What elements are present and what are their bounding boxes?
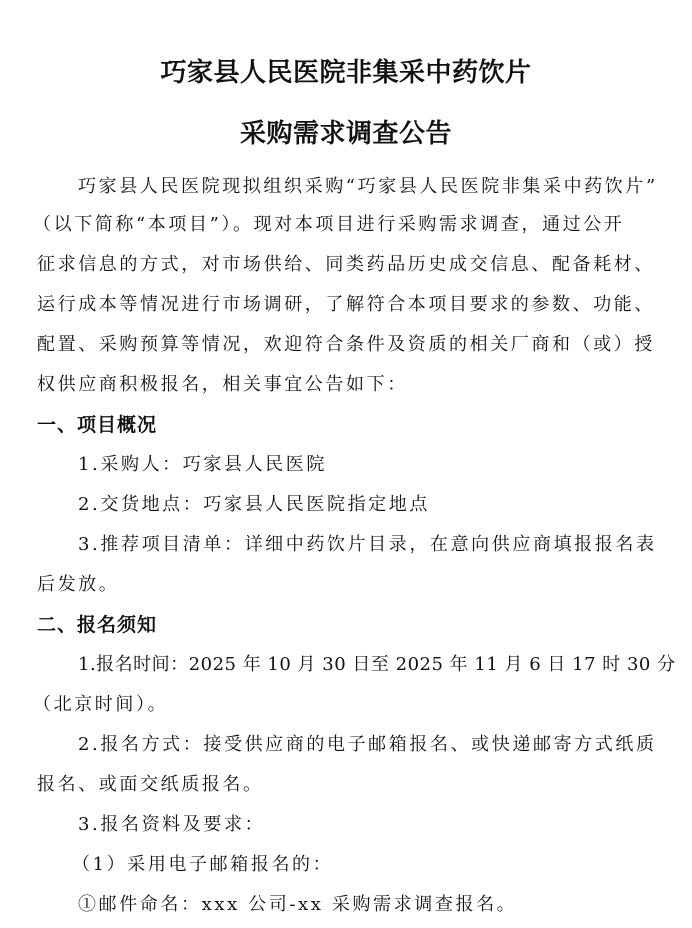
section1-item2: 2.交货地点：巧家县人民医院指定地点 xyxy=(78,494,430,515)
section2-item1-line2: （北京时间）。 xyxy=(33,694,169,715)
intro-line-6: 权供应商积极报名，相关事宜公告如下： xyxy=(37,374,408,395)
section2-item2-line2: 报名、或面交纸质报名。 xyxy=(37,774,264,795)
section1-item3-line2: 后发放。 xyxy=(37,574,120,595)
doc-title-line1: 巧家县人民医院非集采中药饮片 xyxy=(160,58,532,88)
section2-item2-line1: 2.报名方式：接受供应商的电子邮箱报名、或快递邮寄方式纸质 xyxy=(78,734,657,755)
intro-line-4: 运行成本等情况进行市场调研，了解符合本项目要求的参数、功能、 xyxy=(37,294,655,315)
doc-title-line2: 采购需求调查公告 xyxy=(239,119,452,149)
section2-item3: 3.报名资料及要求： xyxy=(78,814,266,835)
section1-item3-line1: 3.推荐项目清单：详细中药饮片目录，在意向供应商填报报名表 xyxy=(78,534,657,555)
section2-item1-line1: 1.报名时间：2025 年 10 月 30 日至 2025 年 11 月 6 日 17 时 30 分 xyxy=(78,654,676,675)
section-heading-registration: 二、报名须知 xyxy=(37,614,158,636)
intro-line-5: 配置、采购预算等情况，欢迎符合条件及资质的相关厂商和（或）授 xyxy=(37,334,655,355)
intro-line-1: 巧家县人民医院现拟组织采购“巧家县人民医院非集采中药饮片” xyxy=(78,176,658,197)
section2-sub1-item: ①邮件命名：xxx 公司-xx 采购需求调查报名。 xyxy=(78,894,518,915)
intro-line-2: （以下简称“本项目”）。现对本项目进行采购需求调查，通过公开 xyxy=(33,214,625,235)
section2-sub1: （1）采用电子邮箱报名的： xyxy=(72,854,334,875)
section1-item1: 1.采购人：巧家县人民医院 xyxy=(78,454,327,475)
section-heading-project-overview: 一、项目概况 xyxy=(37,414,158,436)
intro-line-3: 征求信息的方式，对市场供给、同类药品历史成交信息、配备耗材、 xyxy=(37,254,655,275)
